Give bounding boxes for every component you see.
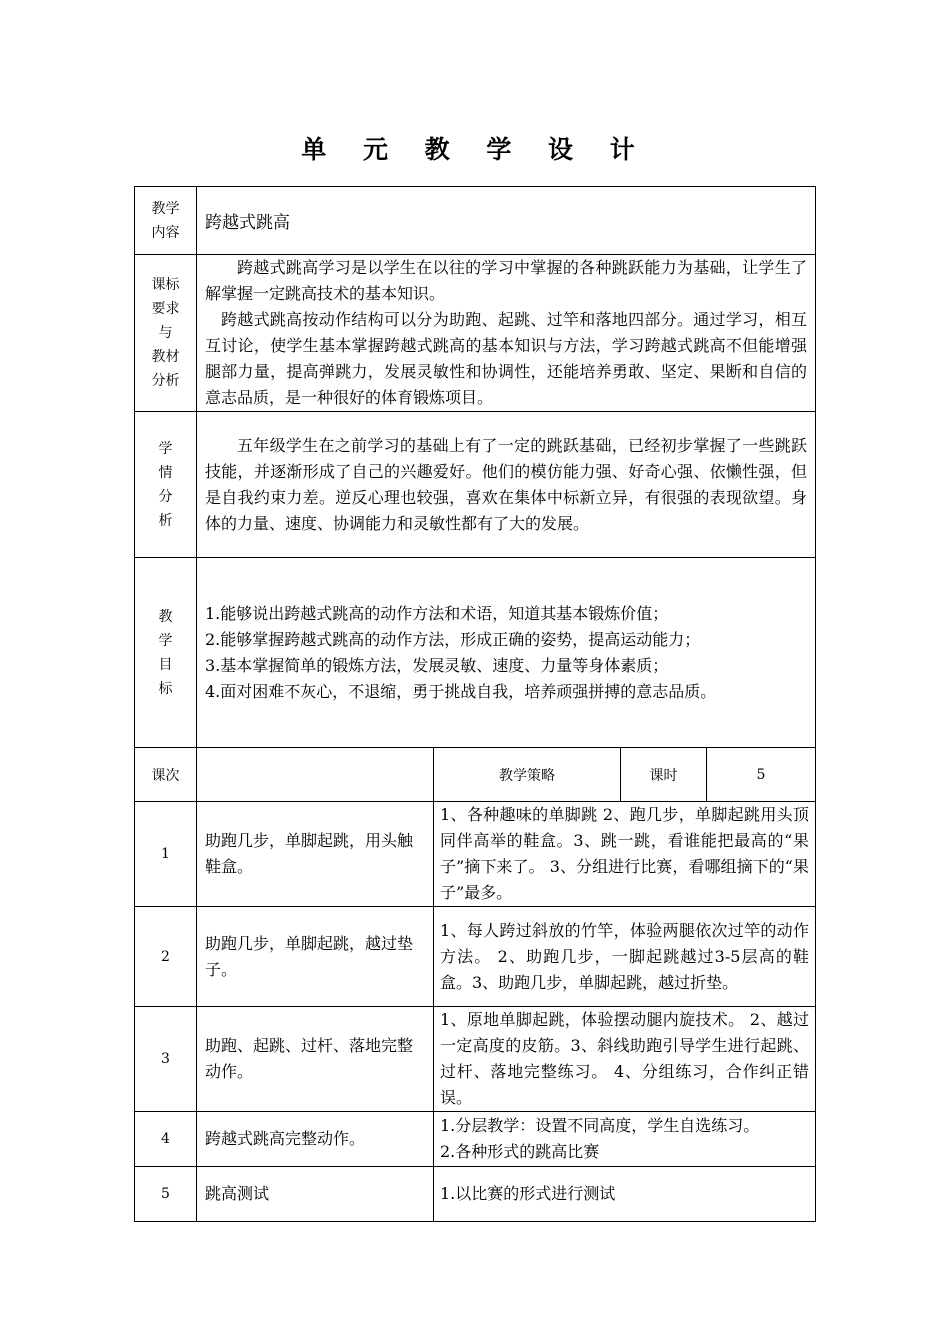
- lesson-number: 2: [135, 907, 197, 1007]
- lesson-strategy: 1、每人跨过斜放的竹竿，体验两腿依次过竿的动作方法。 2、助跑几步，一脚起跳越过3-5层高的鞋盒。3、助跑几步，单脚起跳，越过折垫。: [434, 907, 816, 1007]
- lesson-number: 1: [135, 802, 197, 907]
- unit-design-table: [134, 186, 816, 1222]
- lesson-header-row: [135, 748, 816, 802]
- lesson-number: 3: [135, 1007, 197, 1112]
- strategy-header: 教学策略: [434, 748, 621, 802]
- lesson-number: 4: [135, 1112, 197, 1167]
- lesson-strategy: 1、原地单脚起跳，体验摆动腿内旋技术。 2、越过一定高度的皮筋。3、斜线助跑引导学生进行起跳、过杆、落地完整练习。 4、分组练习，合作纠正错误。: [434, 1007, 816, 1112]
- students-text: 五年级学生在之前学习的基础上有了一定的跳跃基础，已经初步掌握了一些跳跃技能，并逐渐形成了自己的兴趣爱好。他们的模仿能力强、好奇心强、依懒性强，但是自我约束力差。逆反心理也较强，喜欢在集体中标新立异，有很强的表现欲望。身体的力量、速度、协调能力和灵敏性都有了大的发展。: [197, 412, 816, 558]
- lesson-content: 跨越式跳高完整动作。: [197, 1112, 434, 1167]
- page-title: 单 元 教 学 设 计: [301, 135, 649, 164]
- lesson-strategy: 1.分层教学：设置不同高度，学生自选练习。 2.各种形式的跳高比赛: [434, 1112, 816, 1167]
- standards-paragraph-1: 跨越式跳高学习是以学生在以往的学习中掌握的各种跳跃能力为基础，让学生了解掌握一定跳高技术的基本知识。: [205, 258, 807, 303]
- lesson-content: 助跑、起跳、过杆、落地完整动作。: [197, 1007, 434, 1112]
- lesson-content: 助跑几步，单脚起跳，越过垫子。: [197, 907, 434, 1007]
- lesson-content-header: [197, 748, 434, 802]
- goals-label: 教 学 目 标: [135, 558, 197, 748]
- standards-text: [197, 255, 816, 412]
- lesson-strategy: 1.以比赛的形式进行测试: [434, 1167, 816, 1222]
- standards-paragraph-2: 跨越式跳高按动作结构可以分为助跑、起跳、过竿和落地四部分。通过学习，相互互讨论，使学生基本掌握跨越式跳高的基本知识与方法，学习跨越式跳高不但能增强腿部力量，提高弹跳力，发展灵敏性和协调性，还能培养勇敢、坚定、果断和自信的意志品质，是一种很好的体育锻炼项目。: [205, 310, 807, 407]
- students-label: 学 情 分 析: [135, 412, 197, 558]
- lesson-number: 5: [135, 1167, 197, 1222]
- table-row: [135, 1112, 816, 1167]
- content-row: [135, 187, 816, 255]
- content-value: 跨越式跳高: [197, 187, 816, 255]
- content-label: 教学 内容: [135, 187, 197, 255]
- goal-item: 4.面对困难不灰心，不退缩，勇于挑战自我，培养顽强拼搏的意志品质。: [205, 681, 717, 701]
- lesson-number-header: 课次: [135, 748, 197, 802]
- standards-label: 课标 要求 与 教材 分析: [135, 255, 197, 412]
- hours-header: 课时: [621, 748, 707, 802]
- standards-row: [135, 255, 816, 412]
- goal-item: 2.能够掌握跨越式跳高的动作方法，形成正确的姿势，提高运动能力；: [205, 629, 701, 649]
- table-row: [135, 1167, 816, 1222]
- lesson-content: 助跑几步，单脚起跳，用头触鞋盒。: [197, 802, 434, 907]
- goal-item: 1.能够说出跨越式跳高的动作方法和术语，知道其基本锻炼价值；: [205, 603, 669, 623]
- lesson-content: 跳高测试: [197, 1167, 434, 1222]
- table-row: [135, 1007, 816, 1112]
- goal-item: 3.基本掌握简单的锻炼方法，发展灵敏、速度、力量等身体素质；: [205, 655, 669, 675]
- goals-row: [135, 558, 816, 748]
- goals-list: [197, 558, 816, 748]
- lesson-strategy: 1、各种趣味的单脚跳 2、跑几步，单脚起跳用头顶同伴高举的鞋盒。3、跳一跳，看谁能把最高的“果子”摘下来了。 3、分组进行比赛，看哪组摘下的“果子”最多。: [434, 802, 816, 907]
- table-row: [135, 907, 816, 1007]
- students-row: [135, 412, 816, 558]
- hours-value: 5: [707, 748, 816, 802]
- table-row: [135, 802, 816, 907]
